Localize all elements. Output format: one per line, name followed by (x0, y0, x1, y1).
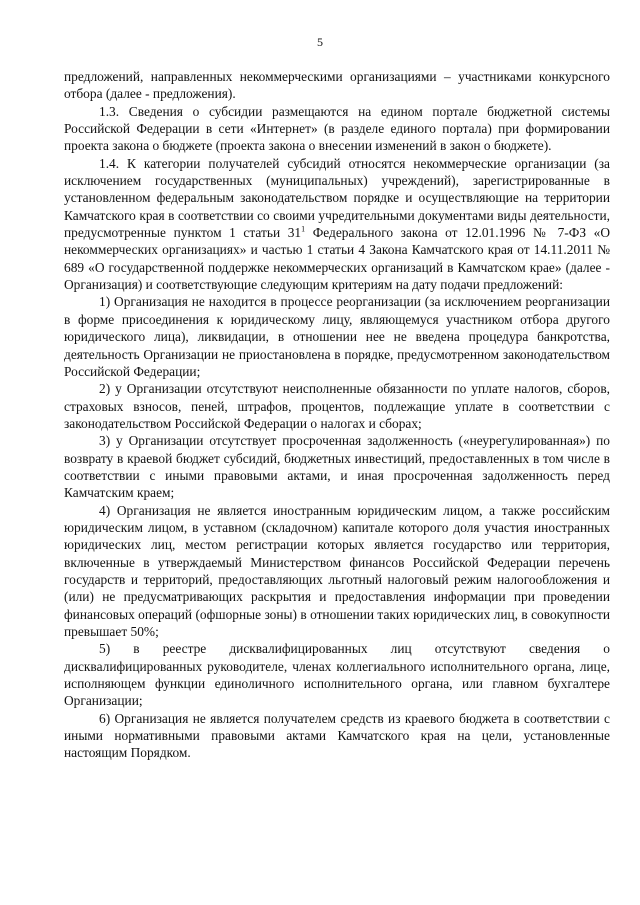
criterion-2: 2) у Организации отсутствуют неисполненные обязанности по уплате налогов, сборов, страховых взносов, пеней, штрафов, процентов, подлежащие уплате в соответствии с законодательством Российской Федерации о налогах и сборах; (64, 381, 610, 431)
document-body (64, 68, 610, 762)
criterion-3: 3) у Организации отсутствует просроченная задолженность («неурегулированная») по возврату в краевой бюджет субсидий, бюджетных инвестиций, предоставленных в том числе в соответствии с иными правовыми актами, и иная просроченная задолженность перед Камчатским краем; (64, 433, 610, 501)
page-number: 5 (317, 35, 323, 49)
criterion-1: 1) Организация не находится в процессе реорганизации (за исключением реорганизации в форме присоединения к юридическому лицу, являющемуся участником отбора другого юридического лица), ликвидации, в отношении нее не введена процедура банкротства, деятельность Организации не приостановлена в порядке, предусмотренном законодательством Российской Федерации; (64, 294, 610, 379)
paragraph-1-4-text-part-2: Федерального закона от 12.01.1996 № 7-ФЗ «О некоммерческих организациях» и частью 1 статьи 4 Закона Камчатского края от 14.11.2011 № 689 «О государственной поддержке некоммерческих организаций в Камчатском крае» (далее - Организация) и соответствующие следующим критериям на дату подачи предложений: (64, 225, 610, 293)
criterion-4: 4) Организация не является иностранным юридическим лицом, а также российским юридическим лицом, в уставном (складочном) капитале которого доля участия иностранных юридических лиц, местом регистрации которых является государство или территория, включенные в утверждаемый Министерством финансов Российской Федерации перечень государств и территорий, предоставляющих льготный налоговый режим налогообложения и (или) не предусматривающих раскрытия и предоставления информации при проведении финансовых операций (офшорные зоны) в отношении таких юридических лиц, в совокупности превышает 50%; (64, 502, 610, 639)
paragraph-1-3: 1.3. Сведения о субсидии размещаются на едином портале бюджетной системы Российской Федерации в сети «Интернет» (в разделе единого портала) при формировании проекта закона о бюджете (проекта закона о внесении изменений в закон о бюджете). (64, 103, 610, 154)
paragraph-continuation: предложений, направленных некоммерческими организациями – участниками конкурсного отбора (далее - предложения). (64, 69, 610, 102)
article-superscript: 1 (301, 224, 306, 234)
paragraph-1-4 (64, 155, 610, 294)
criterion-5: 5) в реестре дисквалифицированных лиц отсутствуют сведения о дисквалифицированных руководителе, членах коллегиального исполнительного органа, лице, исполняющем функции единоличного исполнительного органа, или главном бухгалтере Организации; (64, 641, 610, 709)
paragraph-1-4-text-part-1: 1.4. К категории получателей субсидий относятся некоммерческие организации (за исключением государственных (муниципальных) учреждений), зарегистрированные в установленном федеральным законодательством порядке и осуществляющие на территории Камчатского края в соответствии со своими учредительными документами виды деятельности, предусмотренные пунктом 1 статьи 31 (64, 155, 610, 241)
criterion-6: 6) Организация не является получателем средств из краевого бюджета в соответствии с иными нормативными правовыми актами Камчатского края на цели, установленные настоящим Порядком. (64, 710, 610, 761)
